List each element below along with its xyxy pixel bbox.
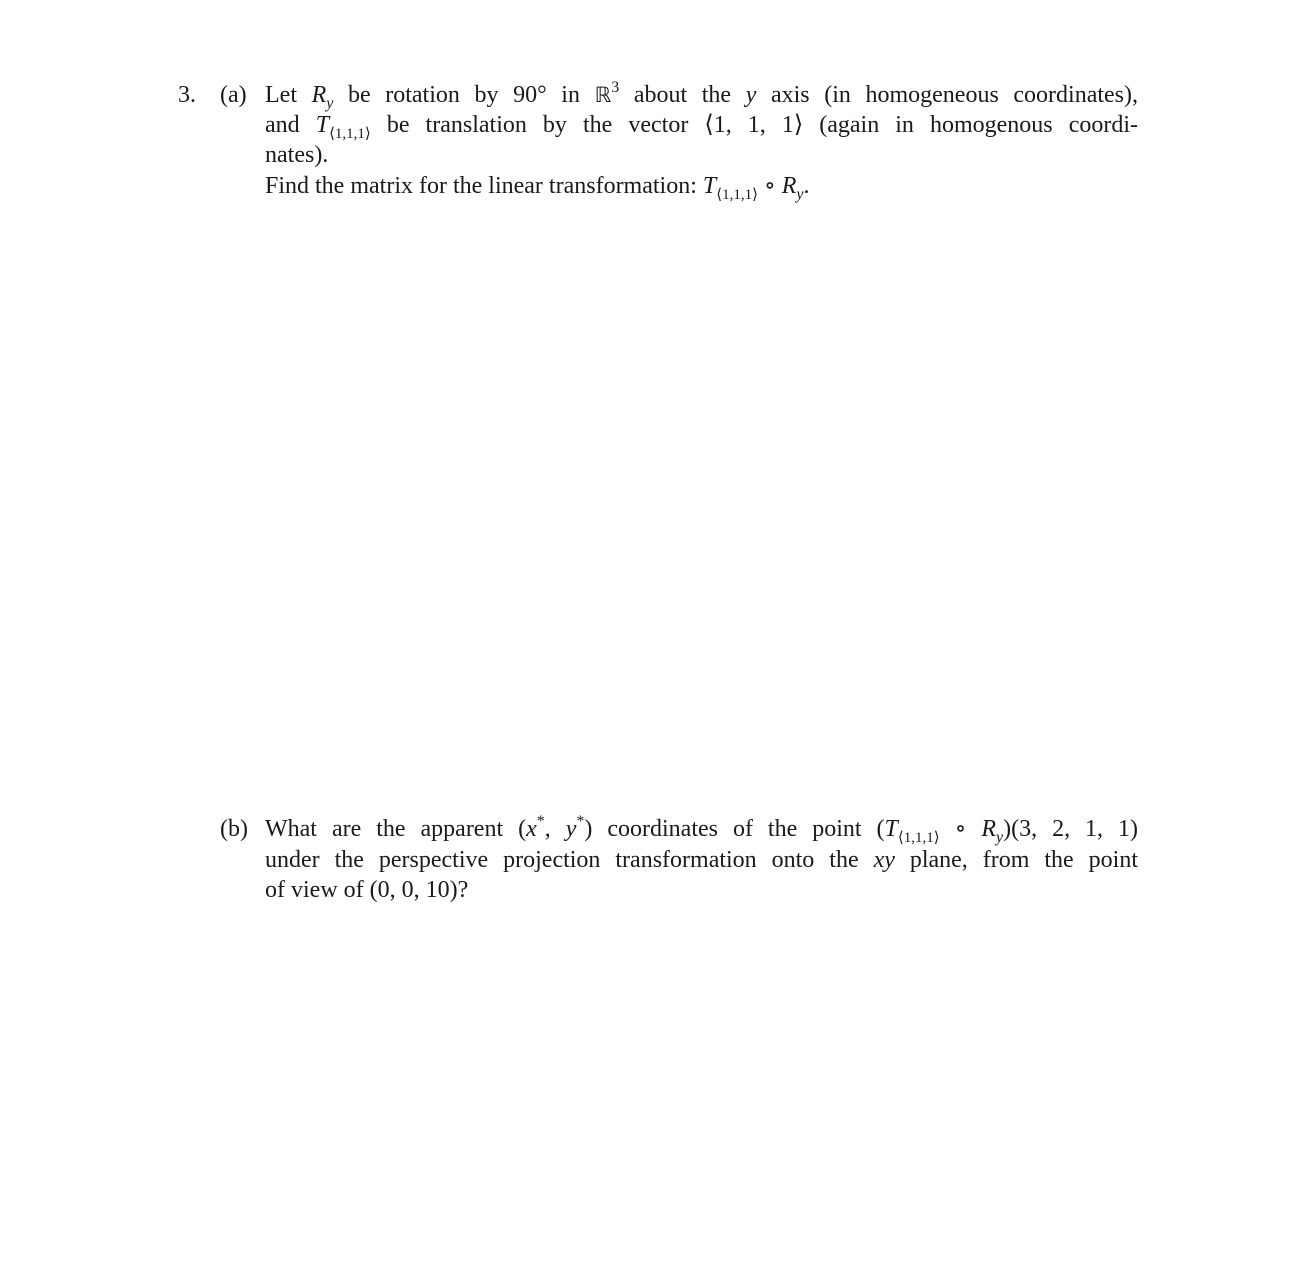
part-a-line-3: nates). bbox=[265, 142, 329, 168]
part-a-line-4: Find the matrix for the linear transformation: $T_{⟨1,1,1⟩}$ ∘ $R_y$. bbox=[265, 173, 810, 203]
problem-number: 3. bbox=[178, 82, 196, 108]
part-a-line-2: and $T_{⟨1,1,1⟩}$ be translation by the vector ⟨1, 1, 1⟩ (again in homogenous coordi- bbox=[265, 112, 1139, 142]
part-a-line-1: Let $R_y$ be rotation by 90° in ℝ$^3$ about the y axis (in homogeneous coordinates), bbox=[265, 79, 1139, 112]
part-a-label: (a) bbox=[220, 82, 247, 108]
part-b-line-3: of view of (0, 0, 10)? bbox=[265, 877, 469, 903]
part-b-line-2: under the perspective projection transformation onto the xy plane, from the point bbox=[265, 847, 1139, 873]
part-b-label: (b) bbox=[220, 816, 248, 842]
part-b-line-1: What are the apparent (x*, y*) coordinates of the point ($T_{⟨1,1,1⟩}$ ∘ $R_y)(3$, 2, 1, 1) bbox=[265, 813, 1139, 846]
